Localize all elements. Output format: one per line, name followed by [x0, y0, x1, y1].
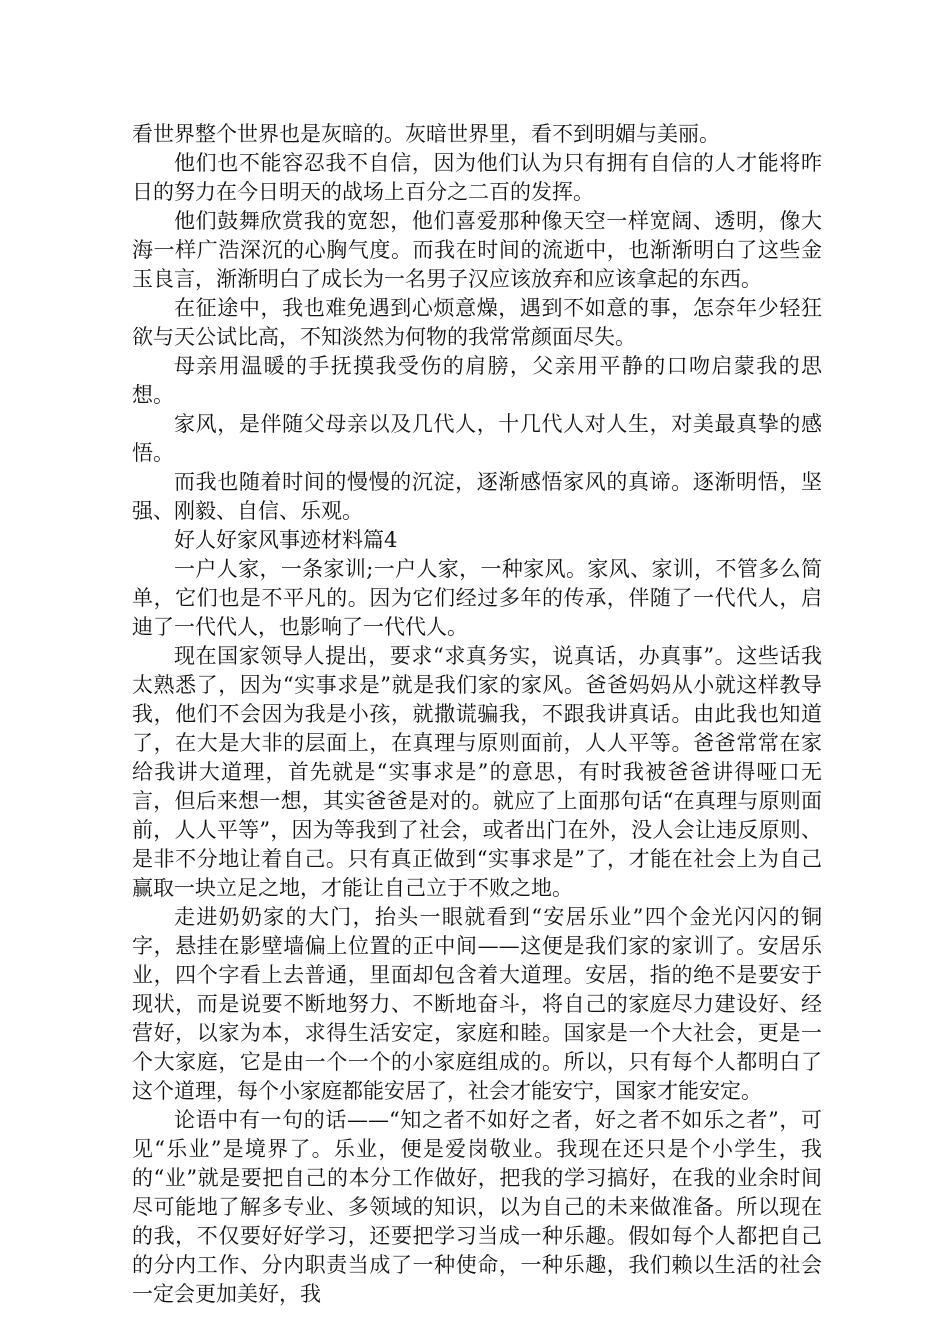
paragraph: 他们也不能容忍我不自信，因为他们认为只有拥有自信的人才能将昨日的努力在今日明天的战场上百分之二百的发挥。: [132, 151, 822, 204]
paragraph-continuation: 看世界整个世界也是灰暗的。灰暗世界里，看不到明媚与美丽。: [132, 122, 720, 146]
paragraph: 论语中有一句的话——“知之者不如好之者，好之者不如乐之者”，可见“乐业”是境界了。乐业，便是爱岗敬业。我现在还只是个小学生，我的“业”就是要把自己的本分工作做好，把我的学习搞好，在我的业余时间尽可能地了解多专业、多领域的知识，以为自己的未来做准备。所以现在的我，不仅要好好学习，还要把学习当成一种乐趣。假如每个人都把自己的分内工作、分内职责当成了一种使命，一种乐趣，我们赖以生活的社会一定会更加美好，我: [132, 1108, 822, 1306]
paragraph: 而我也随着时间的慢慢的沉淀，逐渐感悟家风的真谛。逐渐明悟，坚强、刚毅、自信、乐观。: [132, 470, 822, 523]
section-heading: 好人好家风事迹材料篇4: [174, 528, 398, 552]
paragraph: 母亲用温暖的手抚摸我受伤的肩膀，父亲用平静的口吻启蒙我的思想。: [132, 354, 822, 407]
paragraph: 一户人家，一条家训;一户人家，一种家风。家风、家训，不管多么简单，它们也是不平凡的。因为它们经过多年的传承，伴随了一代代人，启迪了一代代人，也影响了一代代人。: [132, 557, 822, 639]
paragraph: 他们鼓舞欣赏我的宽恕，他们喜爱那种像天空一样宽阔、透明，像大海一样广浩深沉的心胸气度。而我在时间的流逝中，也渐渐明白了这些金玉良言，渐渐明白了成长为一名男子汉应该放弃和应该拿起的东西。: [132, 209, 822, 291]
paragraph: 家风，是伴随父母亲以及几代人，十几代人对人生，对美最真挚的感悟。: [132, 412, 822, 465]
paragraph: 在征途中，我也难免遇到心烦意燥，遇到不如意的事，怎奈年少轻狂欲与天公试比高，不知淡然为何物的我常常颜面尽失。: [132, 296, 822, 349]
document-page: [132, 120, 822, 1309]
paragraph: 走进奶奶家的大门，抬头一眼就看到“安居乐业”四个金光闪闪的铜字，悬挂在影壁墙偏上位置的正中间——这便是我们家的家训了。安居乐业，四个字看上去普通，里面却包含着大道理。安居，指的绝不是要安于现状，而是说要不断地努力、不断地奋斗，将自己的家庭尽力建设好、经营好，以家为本，求得生活安定，家庭和睦。国家是一个大社会，更是一个大家庭，它是由一个一个的小家庭组成的。所以，只有每个人都明白了这个道理，每个小家庭都能安居了，社会才能安宁，国家才能安定。: [132, 905, 822, 1103]
paragraph: 现在国家领导人提出，要求“求真务实，说真话，办真事”。这些话我太熟悉了，因为“实事求是”就是我们家的家风。爸爸妈妈从小就这样教导我，他们不会因为我是小孩，就撒谎骗我，不跟我讲真话。由此我也知道了，在大是大非的层面上，在真理与原则面前，人人平等。爸爸常常在家给我讲大道理，首先就是“实事求是”的意思，有时我被爸爸讲得哑口无言，但后来想一想，其实爸爸是对的。就应了上面那句话“在真理与原则面前，人人平等”，因为等我到了社会，或者出门在外，没人会让违反原则、是非不分地让着自己。只有真正做到“实事求是”了，才能在社会上为自己赢取一块立足之地，才能让自己立于不败之地。: [132, 644, 822, 900]
